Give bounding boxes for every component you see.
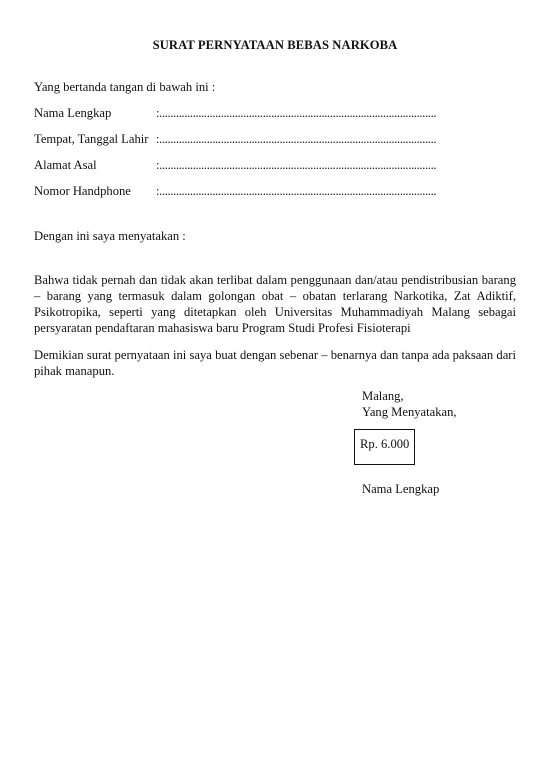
field-label: Nomor Handphone bbox=[34, 184, 131, 198]
field-blank: :................................................................................................... bbox=[156, 132, 437, 146]
materai-stamp-box bbox=[354, 429, 415, 465]
document-title: SURAT PERNYATAAN BEBAS NARKOBA bbox=[152, 38, 398, 52]
closing-paragraph: Demikian surat pernyataan ini saya buat dengan sebenar – benarnya dan tanpa ada paksaan dari pihak manapun. bbox=[34, 348, 516, 378]
field-blank: :................................................................................................... bbox=[156, 106, 437, 120]
field-label: Nama Lengkap bbox=[34, 106, 112, 120]
field-blank: :................................................................................................... bbox=[156, 184, 437, 198]
field-alamat-asal bbox=[34, 157, 504, 173]
signature-name: Nama Lengkap bbox=[362, 482, 440, 496]
stamp-value: Rp. 6.000 bbox=[360, 437, 410, 451]
statement-paragraph: Bahwa tidak pernah dan tidak akan terlibat dalam penggunaan dan/atau pendistribusian barang – barang yang termasuk dalam golongan obat – obatan terlarang Narkotika, Zat Adiktif, Psikotropika, seperti yang ditetapkan oleh Universitas Muhammadiyah Malang sebagai persyaratan pendaftaran mahasiswa baru Program Studi Profesi Fisioterapi bbox=[34, 273, 516, 335]
field-nomor-handphone bbox=[34, 183, 504, 199]
field-nama-lengkap bbox=[34, 105, 504, 121]
field-blank: :................................................................................................... bbox=[156, 158, 437, 172]
signature-role: Yang Menyatakan, bbox=[362, 405, 457, 419]
field-label: Alamat Asal bbox=[34, 158, 97, 172]
field-label: Tempat, Tanggal Lahir bbox=[34, 132, 149, 146]
intro-text: Yang bertanda tangan di bawah ini : bbox=[34, 80, 216, 94]
signature-city: Malang, bbox=[362, 389, 404, 403]
statement-intro: Dengan ini saya menyatakan : bbox=[34, 229, 186, 243]
field-tempat-tanggal-lahir bbox=[34, 131, 504, 147]
